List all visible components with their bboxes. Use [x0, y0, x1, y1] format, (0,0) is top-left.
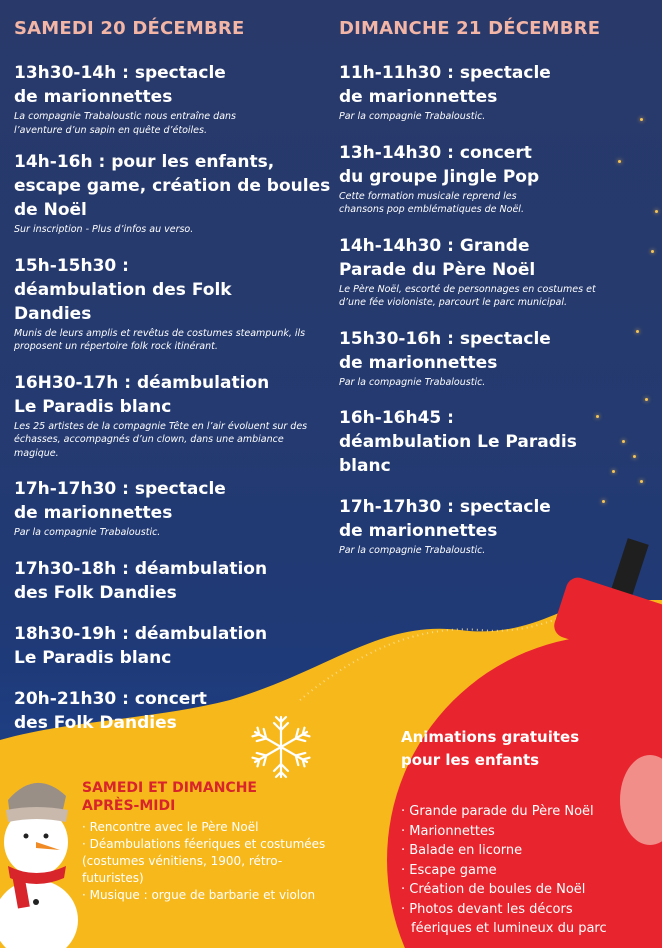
- list-item: · Musique : orgue de barbarie et violon: [82, 887, 332, 904]
- event-title: 13h-14h30 : concert du groupe Jingle Pop: [339, 142, 540, 187]
- event-title: 13h30-14h : spectacle de marionnettes: [14, 63, 226, 107]
- list-item: · Marionnettes: [401, 822, 631, 842]
- kids-animations-box: [401, 726, 631, 939]
- event-title: 11h-11h30 : spectacle de marionnettes: [339, 63, 551, 107]
- event-item: [339, 406, 639, 478]
- event-title: 18h30-19h : déambulation Le Paradis blanc: [14, 623, 268, 668]
- event-title: 15h-15h30 : déambulation des Folk Dandies: [14, 255, 232, 324]
- event-description: Par la compagnie Trabaloustic.: [339, 111, 486, 122]
- event-title: 20h-21h30 : concert des Folk Dandies: [14, 688, 207, 733]
- list-item: · Grande parade du Père Noël: [401, 802, 631, 822]
- event-title: 15h30-16h : spectacle de marionnettes: [339, 328, 551, 373]
- list-item: · Photos devant les décors féeriques et lumineux du parc: [401, 900, 631, 939]
- event-title: 17h30-18h : déambulation des Folk Dandies: [14, 558, 268, 603]
- list-item: · Rencontre avec le Père Noël: [82, 819, 332, 836]
- event-item: [14, 477, 334, 540]
- list-item: · Escape game: [401, 861, 631, 881]
- sunday-column: [339, 18, 639, 575]
- event-description: Par la compagnie Trabaloustic.: [339, 545, 486, 556]
- event-title: 17h-17h30 : spectacle de marionnettes: [14, 479, 226, 523]
- event-item: [339, 141, 639, 217]
- saturday-title: SAMEDI 20 DÉCEMBRE: [14, 18, 245, 39]
- saturday-events: [14, 61, 334, 735]
- event-description: Par la compagnie Trabaloustic.: [339, 376, 486, 388]
- event-description: Munis de leurs amplis et revêtus de costumes steampunk, ils proposent un répertoire folk rock itinérant.: [14, 327, 306, 352]
- event-description: Le Père Noël, escorté de personnages en costumes et d’une fée violoniste, parcourt le parc municipal.: [339, 283, 596, 308]
- event-item: [14, 622, 334, 670]
- event-title: 14h-14h30 : Grande Parade du Père Noël: [339, 235, 536, 280]
- event-description: Par la compagnie Trabaloustic.: [14, 527, 161, 538]
- event-title: 16H30-17h : déambulation Le Paradis blanc: [14, 372, 270, 417]
- event-description: Les 25 artistes de la compagnie Tête en l’air évoluent sur des échasses, accompagnés d’un clown, dans une ambiance magique.: [14, 420, 308, 459]
- list-item: · Création de boules de Noël: [401, 880, 631, 900]
- event-item: [339, 234, 639, 310]
- event-item: [339, 495, 639, 558]
- kids-title: Animations gratuites pour les enfants: [401, 728, 580, 769]
- event-item: [339, 61, 639, 124]
- weekend-list: [82, 819, 332, 904]
- event-item: [339, 327, 639, 390]
- event-item: [14, 371, 334, 461]
- event-description: Cette formation musicale reprend les chansons pop emblématiques de Noël.: [339, 190, 524, 215]
- sunday-events: [339, 61, 639, 558]
- weekend-afternoon-box: [82, 779, 332, 904]
- event-title: 17h-17h30 : spectacle de marionnettes: [339, 497, 551, 541]
- saturday-column: [14, 18, 334, 752]
- list-item: · Balade en licorne: [401, 841, 631, 861]
- event-item: [14, 557, 334, 605]
- event-item: [14, 687, 334, 735]
- weekend-title: SAMEDI ET DIMANCHE APRÈS-MIDI: [82, 780, 257, 814]
- event-item: [14, 254, 334, 354]
- sunday-title: DIMANCHE 21 DÉCEMBRE: [339, 18, 601, 39]
- event-description: La compagnie Trabaloustic nous entraîne dans l’aventure d’un sapin en quête d’étoiles.: [14, 111, 236, 136]
- event-item: [14, 150, 334, 237]
- event-title: 16h-16h45 : déambulation Le Paradis blanc: [339, 408, 577, 476]
- list-item: · Déambulations féeriques et costumées (costumes vénitiens, 1900, rétro-futuristes): [82, 836, 332, 887]
- snowman-icon: [0, 770, 80, 948]
- kids-list: [401, 802, 631, 939]
- event-title: 14h-16h : pour les enfants, escape game, création de boules de Noël: [14, 152, 331, 220]
- event-item: [14, 61, 334, 137]
- event-description: Sur inscription - Plus d’infos au verso.: [14, 224, 194, 235]
